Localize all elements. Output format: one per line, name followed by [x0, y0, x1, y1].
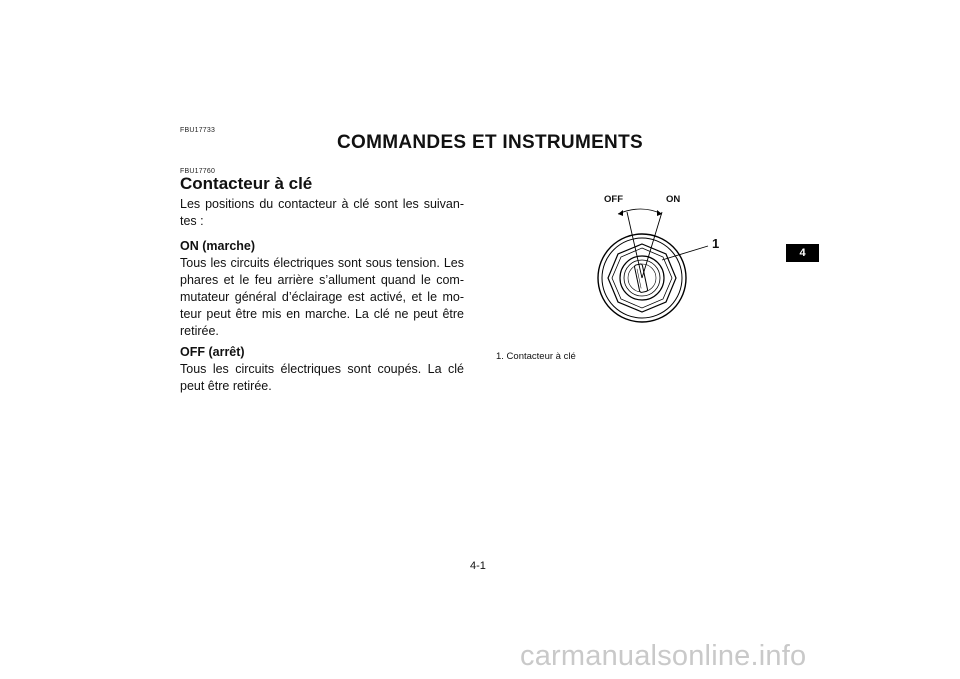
off-position-block [180, 344, 464, 395]
figure-label-on: ON [666, 194, 681, 205]
chapter-tab: 4 [786, 244, 819, 262]
off-position-text: Tous les circuits électriques sont coupés. La clé peut être retirée. [180, 362, 464, 393]
intro-paragraph: Les positions du contacteur à clé sont les suivan- tes : [180, 197, 464, 228]
on-position-block [180, 238, 464, 340]
intro-block [180, 196, 464, 230]
watermark: carmanualsonline.info [520, 640, 807, 672]
figure-caption: 1. Contacteur à clé [496, 351, 576, 362]
key-switch-figure [570, 190, 730, 330]
figure-label-off: OFF [604, 194, 623, 205]
figure-callout-number: 1 [712, 236, 720, 251]
page-title: COMMANDES ET INSTRUMENTS [337, 132, 643, 153]
section-code: FBU17760 [180, 168, 216, 175]
section-title: Contacteur à clé [180, 174, 313, 193]
key-switch-icon [570, 190, 730, 330]
on-position-text: Tous les circuits électriques sont sous tension. Les phares et le feu arrière s’allument quand le com- mutateur général d’éclairage est activé, et le mo- teur peut être mis en marche. La clé ne peut être retirée. [180, 256, 464, 338]
header-code: FBU17733 [180, 127, 216, 134]
page-number: 4-1 [470, 560, 486, 572]
on-position-label: ON (marche) [180, 239, 256, 253]
off-position-label: OFF (arrêt) [180, 345, 245, 359]
